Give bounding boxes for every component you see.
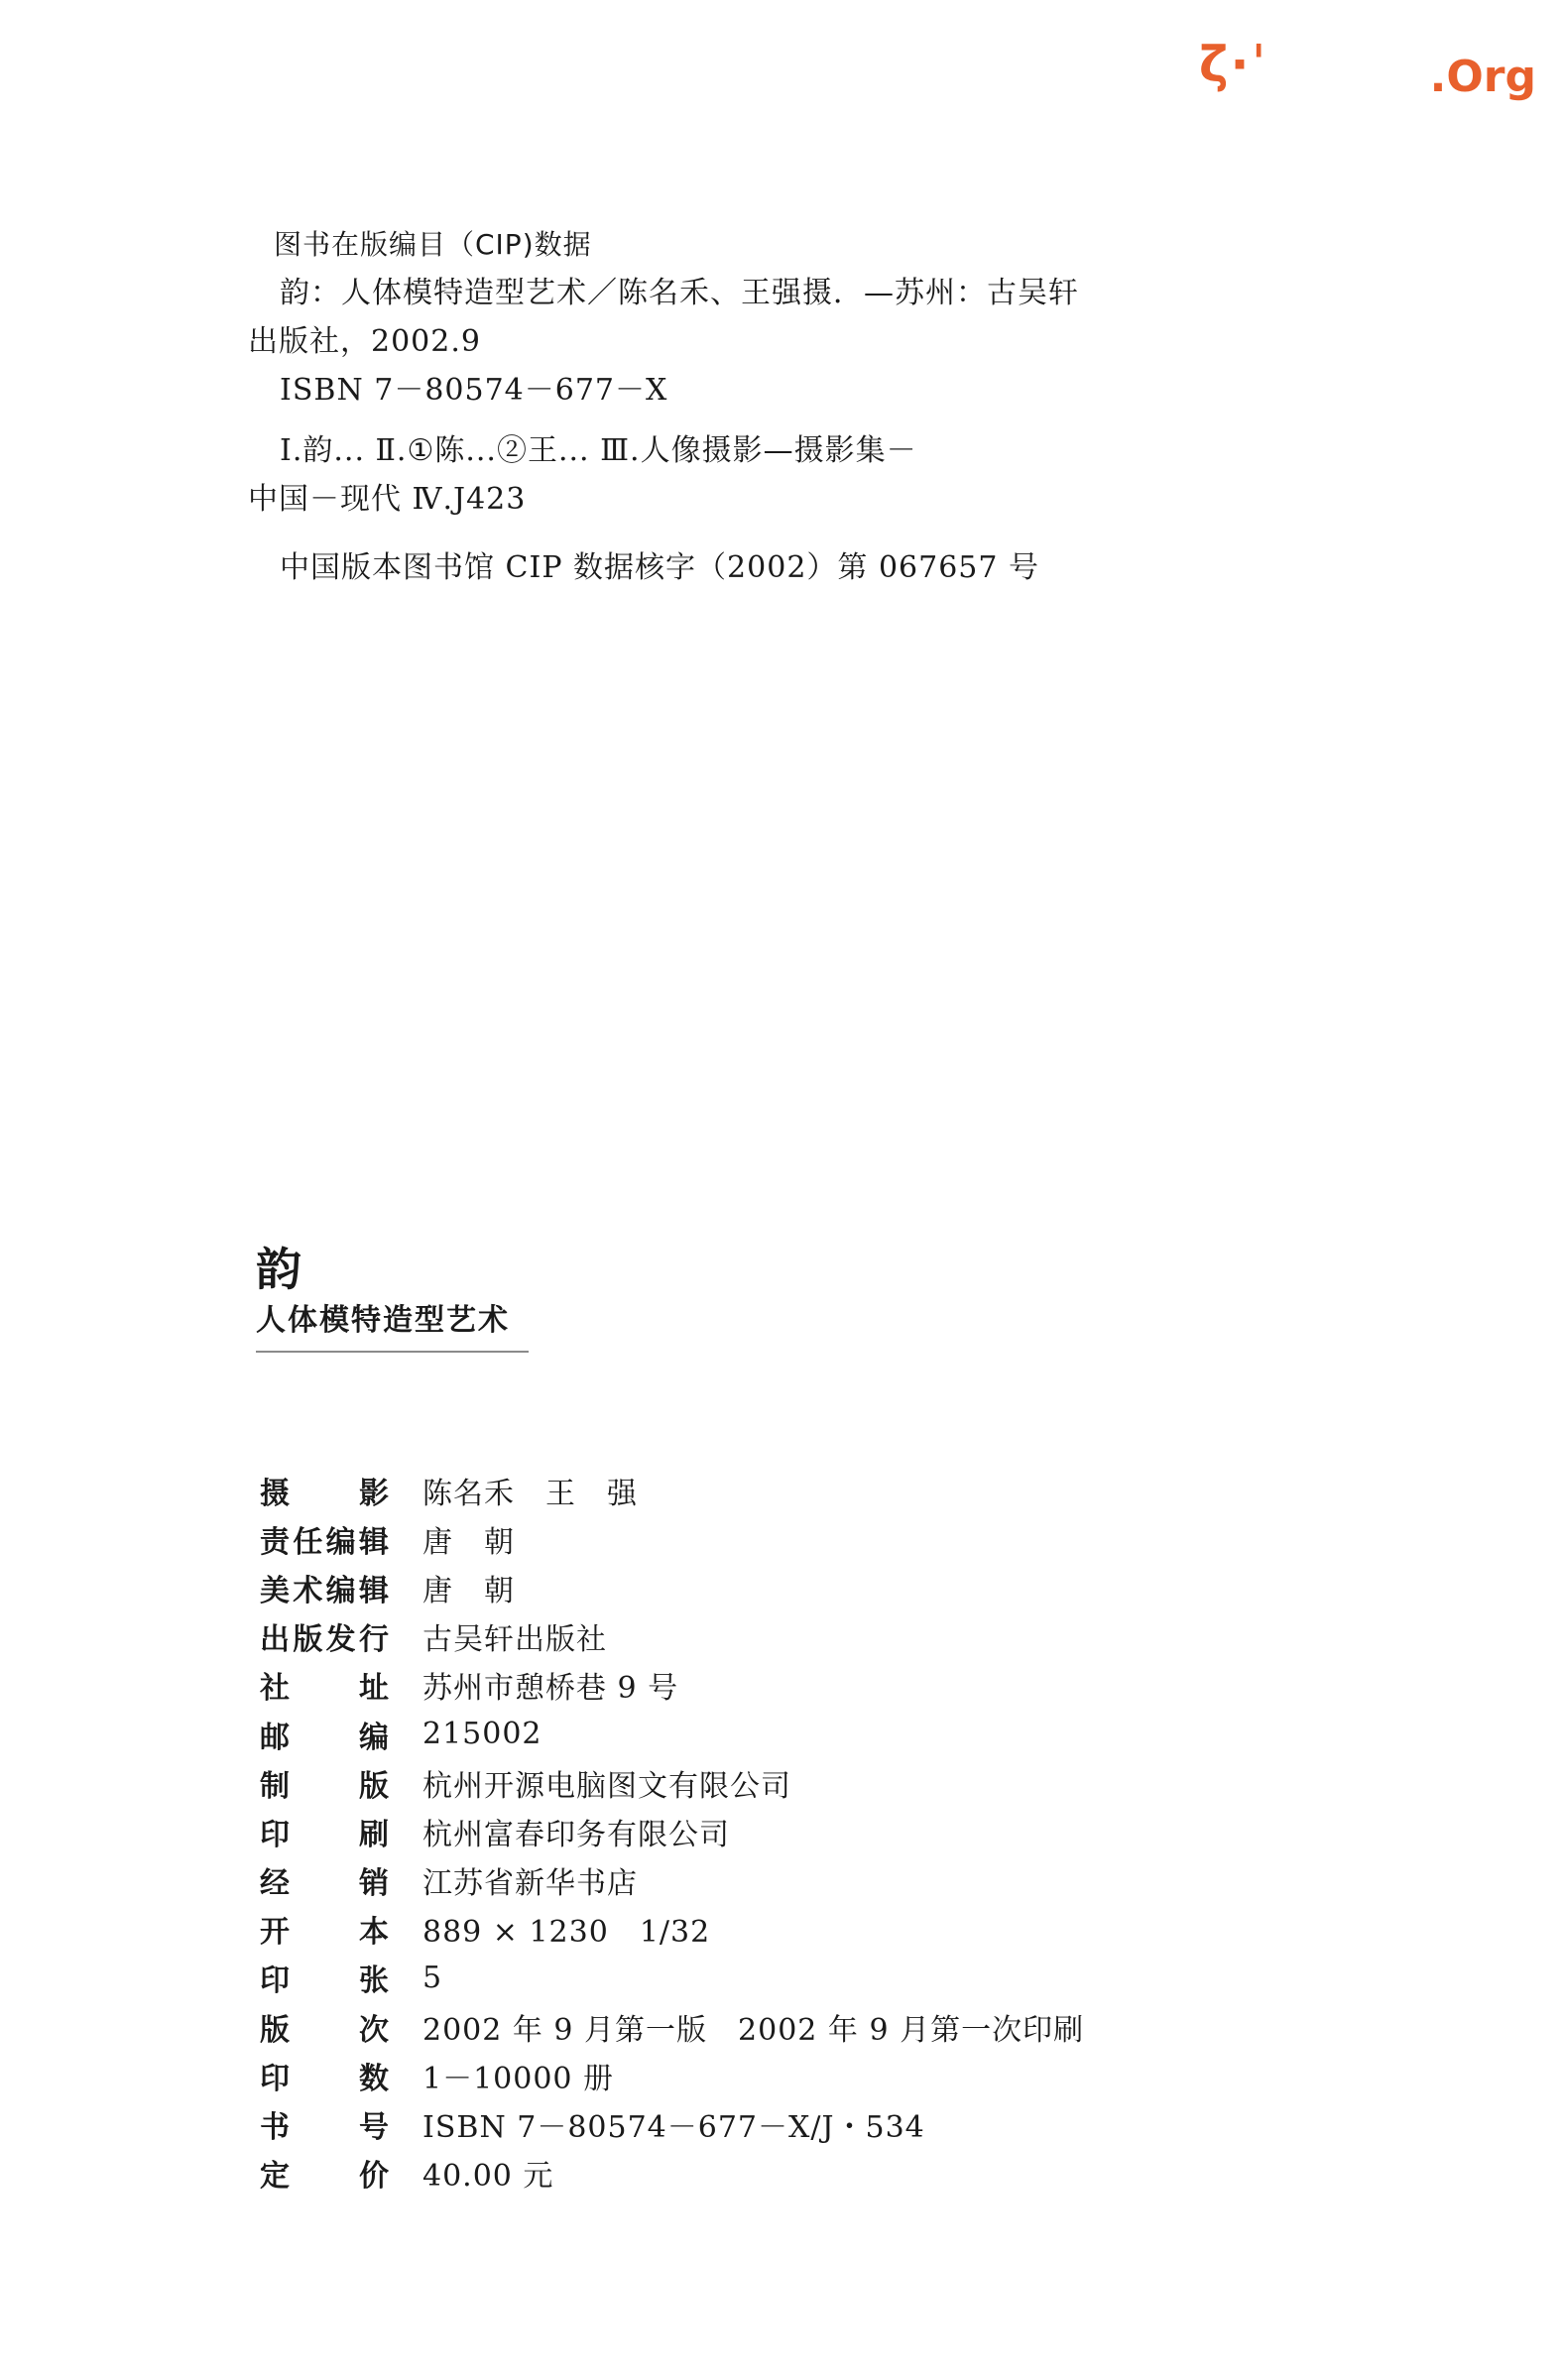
colophon-label-char: 发 [325,1622,356,1658]
colophon-label [260,2054,389,2097]
colophon-value: 2002 年 9 月第一版 2002 年 9 月第一次印刷 [422,2012,1085,2048]
colophon-label-char: 术 [293,1573,323,1608]
watermark-logo-glyph: ζ·ˈ [1199,36,1268,93]
colophon-value: ISBN 7－80574－677－X/J・534 [422,2110,925,2146]
cip-data-block [248,220,1121,592]
colophon-value: 杭州富春印务有限公司 [422,1817,730,1852]
colophon-label-char: 本 [359,1915,389,1951]
cip-line-title: 韵：人体模特造型艺术／陈名禾、王强摄．—苏州：古吴轩 [280,276,1079,310]
colophon-label-char: 张 [359,1964,389,1999]
colophon-label [260,1566,389,1609]
colophon-row [260,1563,1084,1611]
colophon-label [260,2151,389,2195]
colophon-label-char: 号 [359,2110,389,2146]
colophon-label [260,1663,389,1707]
colophon-value: 杭州开源电脑图文有限公司 [422,1768,791,1804]
colophon-label [260,1713,389,1756]
colophon-value: 1－10000 册 [422,2061,615,2096]
site-watermark [1199,30,1536,119]
colophon-value: 40.00 元 [422,2159,554,2195]
colophon-label-char: 印 [260,1817,290,1852]
colophon-label [260,1469,389,1512]
colophon-row [260,1612,1084,1661]
colophon-label-char: 次 [359,2012,389,2048]
cip-heading: 图书在版编目（CIP)数据 [274,228,592,261]
colophon-label-char: 辑 [358,1524,389,1560]
colophon-label-char: 数 [359,2061,389,2096]
colophon-label-char: 销 [359,1866,389,1902]
colophon-label-char: 定 [260,2159,290,2195]
colophon-label-char: 社 [260,1671,290,1707]
colophon-label-char: 经 [260,1866,290,1902]
watermark-logo-text: .Org [1429,52,1536,102]
colophon-label [260,2005,389,2049]
colophon-row [260,2051,1084,2099]
colophon-label-char: 责 [260,1524,290,1560]
title-divider [256,1351,529,1353]
colophon-label-char: 印 [260,2061,290,2096]
colophon-row [260,1514,1084,1563]
colophon-label-char: 邮 [260,1720,290,1755]
colophon-label-char: 刷 [359,1817,389,1852]
colophon-value: 5 [422,1960,443,1995]
colophon-label-char: 出 [260,1622,290,1658]
colophon-label-char: 版 [260,2012,290,2048]
colophon-value: 889 × 1230 1/32 [422,1915,711,1951]
colophon-label-char: 印 [260,1964,290,1999]
colophon-label-char: 开 [260,1915,290,1951]
cip-line-subjects: Ⅰ.韵... Ⅱ.①陈...②王... Ⅲ.人像摄影—摄影集－ [280,433,917,468]
book-title-block [256,1240,529,1353]
colophon-label [260,1956,389,1999]
colophon-row [260,1807,1084,1855]
colophon-value: 古吴轩出版社 [422,1622,607,1658]
colophon-label [260,2102,389,2146]
colophon-label [260,1517,389,1561]
colophon-label-char: 行 [358,1622,389,1658]
colophon-value: 唐 朝 [422,1573,515,1608]
colophon-label-char: 编 [325,1524,356,1560]
colophon-value: 唐 朝 [422,1524,515,1560]
cip-line-classification: 中国－现代 Ⅳ.J423 [248,482,527,517]
book-subtitle: 人体模特造型艺术 [256,1303,510,1338]
colophon-label-char: 址 [359,1671,389,1707]
colophon-label-char: 任 [293,1524,323,1560]
colophon-label-char: 版 [293,1622,323,1658]
colophon-value: 215002 [422,1717,542,1752]
colophon-label [260,1761,389,1805]
colophon-label-char: 编 [325,1573,356,1608]
colophon-row [260,1710,1084,1758]
colophon-label [260,1858,389,1902]
colophon-table [260,1466,1084,2198]
colophon-row [260,1466,1084,1514]
colophon-value: 江苏省新华书店 [422,1866,638,1902]
colophon-value: 陈名禾 王 强 [422,1476,638,1511]
cip-line-publisher: 出版社，2002.9 [248,324,481,359]
colophon-row [260,1905,1084,1954]
colophon-value: 苏州市憩桥巷 9 号 [422,1671,679,1707]
colophon-label [260,1907,389,1951]
colophon-row [260,2099,1084,2148]
colophon-label [260,1614,389,1658]
colophon-label-char: 辑 [358,1573,389,1608]
colophon-row [260,1758,1084,1807]
cip-line-record-number: 中国版本图书馆 CIP 数据核字（2002）第 067657 号 [280,550,1040,585]
colophon-row [260,2002,1084,2051]
colophon-label-char: 编 [359,1720,389,1755]
colophon-label [260,1810,389,1853]
colophon-label-char: 书 [260,2110,290,2146]
colophon-label-char: 摄 [260,1476,290,1511]
colophon-row [260,1856,1084,1905]
colophon-label-char: 美 [260,1573,290,1608]
cip-line-isbn: ISBN 7－80574－677－X [280,373,668,408]
colophon-label-char: 价 [359,2159,389,2195]
colophon-label-char: 制 [260,1768,290,1804]
colophon-row [260,1661,1084,1710]
colophon-row [260,1954,1084,2002]
colophon-label-char: 影 [359,1476,389,1511]
colophon-row [260,2149,1084,2198]
colophon-label-char: 版 [359,1768,389,1804]
book-title: 韵 [256,1243,301,1296]
